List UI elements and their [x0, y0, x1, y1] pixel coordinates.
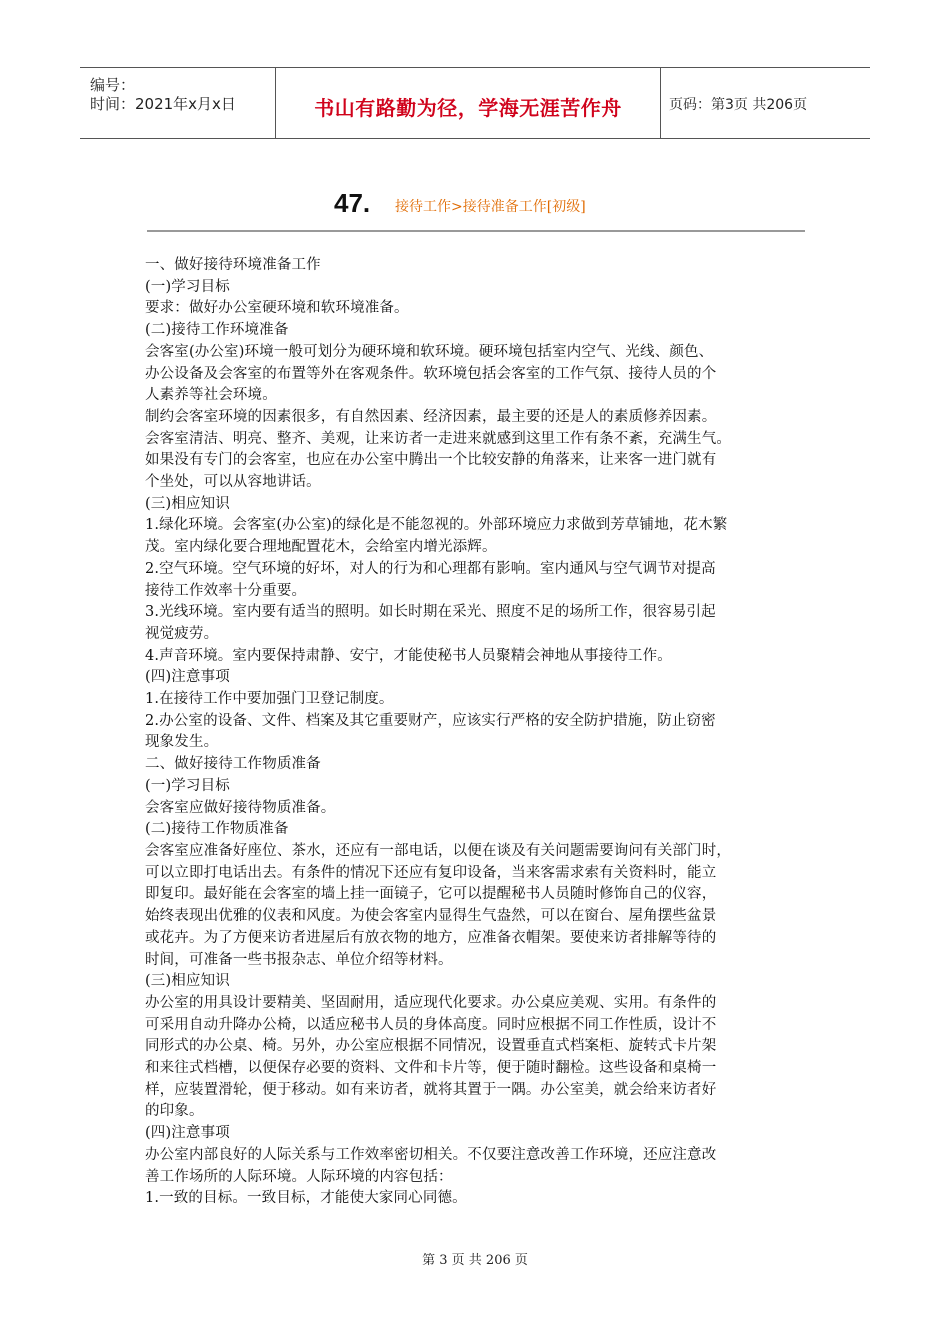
body-line: 一、做好接待环境准备工作	[145, 257, 321, 273]
body-line: 1.在接待工作中要加强门卫登记制度。	[145, 691, 394, 708]
body-line: (二)接待工作物质准备	[145, 821, 289, 838]
header-motto-cell	[276, 68, 661, 138]
body-line: 1.一致的目标。一致目标，才能使大家同心同德。	[145, 1190, 467, 1207]
body-line: 会客室应准备好座位、茶水，还应有一部电话，以便在谈及有关问题需要询问有关部门时，	[145, 842, 731, 859]
body-line: 办公室的用具设计要精美、坚固耐用，适应现代化要求。办公桌应美观、实用。有条件的	[145, 994, 717, 1011]
body-line: (四)注意事项	[145, 1125, 230, 1142]
body-line: 茂。室内绿化要合理地配置花木，会给室内增光添辉。	[145, 539, 497, 556]
body-line: 2.空气环境。空气环境的好坏，对人的行为和心理都有影响。室内通风与空气调节对提高	[145, 560, 716, 577]
body-line: (三)相应知识	[145, 495, 230, 512]
body-line: 即复印。最好能在会客室的墙上挂一面镜子，它可以提醒秘书人员随时修饰自己的仪容，	[145, 886, 717, 903]
body-line: 接待工作效率十分重要。	[145, 582, 307, 599]
body-line: 人素养等社会环境。	[145, 387, 277, 404]
body-line: 4.声音环境。室内要保持肃静、安宁，才能使秘书人员聚精会神地从事接待工作。	[145, 647, 672, 664]
header-meta-cell	[80, 68, 276, 138]
body-line: (一)学习目标	[145, 777, 230, 794]
body-line: 会客室应做好接待物质准备。	[145, 799, 336, 816]
body-line: 的印象。	[145, 1103, 204, 1120]
body-line: 制约会客室环境的因素很多，有自然因素、经济因素，最主要的还是人的素质修养因素。	[145, 408, 717, 425]
page-header	[80, 67, 870, 139]
body-line: 个坐处，可以从容地讲话。	[145, 474, 321, 491]
header-motto: 书山有路勤为径，学海无涯苦作舟	[314, 96, 622, 120]
body-line: 同形式的办公桌、椅。另外，办公室应根据不同情况，设置垂直式档案柜、旋转式卡片架	[145, 1038, 717, 1055]
document-code-label: 编号：	[90, 76, 136, 94]
body-line: 视觉疲劳。	[145, 625, 219, 642]
section-number: 47.	[334, 188, 371, 218]
body-line: (二)接待工作环境准备	[145, 322, 289, 339]
body-line: 和来往式档槽，以便保存必要的资料、文件和卡片等，便于随时翻检。这些设备和桌椅一	[145, 1060, 717, 1077]
body-line: 会客室(办公室)环境一般可划分为硬环境和软环境。硬环境包括室内空气、光线、颜色、	[145, 343, 714, 360]
body-line: 可以立即打电话出去。有条件的情况下还应有复印设备，当来客需求索有关资料时，能立	[145, 864, 717, 881]
body-line: 会客室清洁、明亮、整齐、美观，让来访者一走进来就感到这里工作有条不紊，充满生气。	[145, 430, 731, 447]
body-line: 善工作场所的人际环境。人际环境的内容包括：	[145, 1168, 453, 1185]
body-line: 现象发生。	[145, 734, 219, 751]
body-line: 样，应装置滑轮，便于移动。如有来访者，就将其置于一隅。办公室美，就会给来访者好	[145, 1081, 717, 1098]
section-title: 接待工作>接待准备工作[初级]	[395, 199, 586, 215]
body-line: 办公室内部良好的人际关系与工作效率密切相关。不仅要注意改善工作环境，还应注意改	[145, 1146, 717, 1163]
body-line: (三)相应知识	[145, 973, 230, 990]
page-footer: 第 3 页 共 206 页	[422, 1253, 528, 1268]
body-line: 始终表现出优雅的仪表和风度。为使会客室内显得生气盎然，可以在窗台、屋角摆些盆景	[145, 908, 717, 925]
body-line: 办公设备及会客室的布置等外在客观条件。软环境包括会客室的工作气氛、接待人员的个	[145, 365, 717, 382]
title-divider	[147, 230, 805, 232]
body-line: 2.办公室的设备、文件、档案及其它重要财产，应该实行严格的安全防护措施，防止窃密	[145, 712, 716, 729]
body-line: 如果没有专门的会客室，也应在办公室中腾出一个比较安静的角落来，让来客一进门就有	[145, 452, 717, 469]
body-line: 可采用自动升降办公椅，以适应秘书人员的身体高度。同时应根据不同工作性质，设计不	[145, 1016, 717, 1033]
body-line: 时间，可准备一些书报杂志、单位介绍等材料。	[145, 951, 453, 968]
body-line: (一)学习目标	[145, 278, 230, 295]
header-page-info: 页码：第3页 共206页	[669, 97, 808, 113]
document-body	[145, 255, 810, 1210]
body-line: 要求：做好办公室硬环境和软环境准备。	[145, 300, 409, 317]
body-line: 或花卉。为了方便来访者进屋后有放衣物的地方，应准备衣帽架。要使来访者排解等待的	[145, 929, 717, 946]
header-page-cell	[661, 68, 870, 138]
document-date-label: 时间：2021年x月x日	[90, 95, 236, 113]
body-line: 1.绿化环境。会客室(办公室)的绿化是不能忽视的。外部环境应力求做到芳草铺地，花木繁	[145, 517, 728, 534]
body-line: (四)注意事项	[145, 669, 230, 686]
body-line: 二、做好接待工作物质准备	[145, 756, 321, 773]
body-line: 3.光线环境。室内要有适当的照明。如长时期在采光、照度不足的场所工作，很容易引起	[145, 604, 716, 621]
